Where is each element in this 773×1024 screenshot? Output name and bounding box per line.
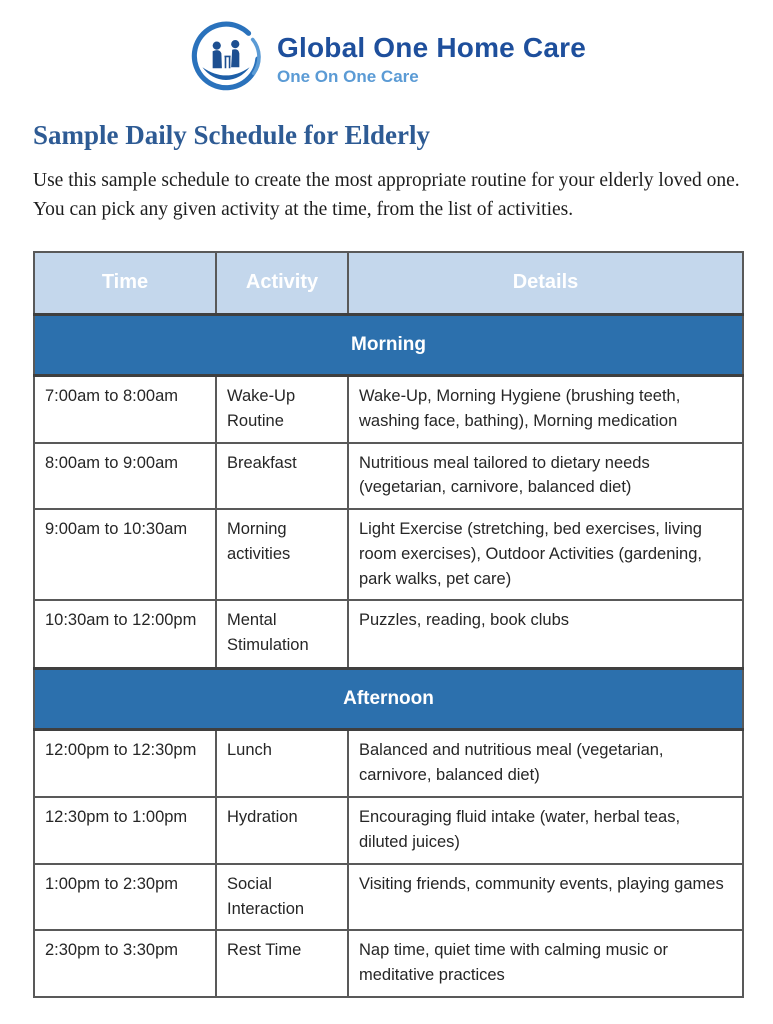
activity-cell: Rest Time	[216, 930, 348, 997]
table-row	[34, 864, 743, 931]
time-cell: 8:00am to 9:00am	[34, 443, 216, 510]
details-cell: Light Exercise (stretching, bed exercises, living room exercises), Outdoor Activities (gardening, park walks, pet care)	[348, 509, 743, 600]
logo-name: Global One Home Care	[277, 31, 586, 63]
intro-paragraph: Use this sample schedule to create the most appropriate routine for your elderly loved one. You can pick any given activity at the time, from the list of activities.	[33, 170, 740, 221]
activity-cell: Breakfast	[216, 443, 348, 510]
column-header-activity: Activity	[216, 252, 348, 315]
details-cell: Encouraging fluid intake (water, herbal teas, diluted juices)	[348, 797, 743, 864]
time-cell: 1:00pm to 2:30pm	[34, 864, 216, 931]
table-row	[34, 443, 743, 510]
table-row	[34, 729, 743, 797]
logo-tagline: One On One Care	[277, 66, 419, 86]
activity-cell: Morning activities	[216, 509, 348, 600]
document-body	[0, 120, 773, 998]
page-title: Sample Daily Schedule for Elderly	[33, 120, 431, 150]
column-header-details: Details	[348, 252, 743, 315]
time-cell: 10:30am to 12:00pm	[34, 600, 216, 668]
table-row	[34, 509, 743, 600]
table-row	[34, 376, 743, 443]
time-cell: 2:30pm to 3:30pm	[34, 930, 216, 997]
time-cell: 9:00am to 10:30am	[34, 509, 216, 600]
table-row	[34, 930, 743, 997]
details-cell: Nutritious meal tailored to dietary needs (vegetarian, carnivore, balanced diet)	[348, 443, 743, 510]
section-label: Morning	[34, 315, 743, 376]
table-row	[34, 600, 743, 668]
time-cell: 12:30pm to 1:00pm	[34, 797, 216, 864]
caring-hand-with-elderly-couple-icon	[187, 20, 265, 98]
activity-cell: Lunch	[216, 729, 348, 797]
section-header-morning	[34, 315, 743, 376]
details-cell: Visiting friends, community events, playing games	[348, 864, 743, 931]
details-cell: Wake-Up, Morning Hygiene (brushing teeth, washing face, bathing), Morning medication	[348, 376, 743, 443]
details-cell: Balanced and nutritious meal (vegetarian, carnivore, balanced diet)	[348, 729, 743, 797]
time-cell: 12:00pm to 12:30pm	[34, 729, 216, 797]
section-header-afternoon	[34, 668, 743, 729]
activity-cell: Social Interaction	[216, 864, 348, 931]
activity-cell: Hydration	[216, 797, 348, 864]
daily-schedule-table	[33, 251, 744, 998]
logo	[0, 0, 773, 98]
details-cell: Nap time, quiet time with calming music or meditative practices	[348, 930, 743, 997]
time-cell: 7:00am to 8:00am	[34, 376, 216, 443]
column-header-time: Time	[34, 252, 216, 315]
table-row	[34, 797, 743, 864]
activity-cell: Wake-Up Routine	[216, 376, 348, 443]
activity-cell: Mental Stimulation	[216, 600, 348, 668]
details-cell: Puzzles, reading, book clubs	[348, 600, 743, 668]
table-header-row	[34, 252, 743, 315]
section-label: Afternoon	[34, 668, 743, 729]
